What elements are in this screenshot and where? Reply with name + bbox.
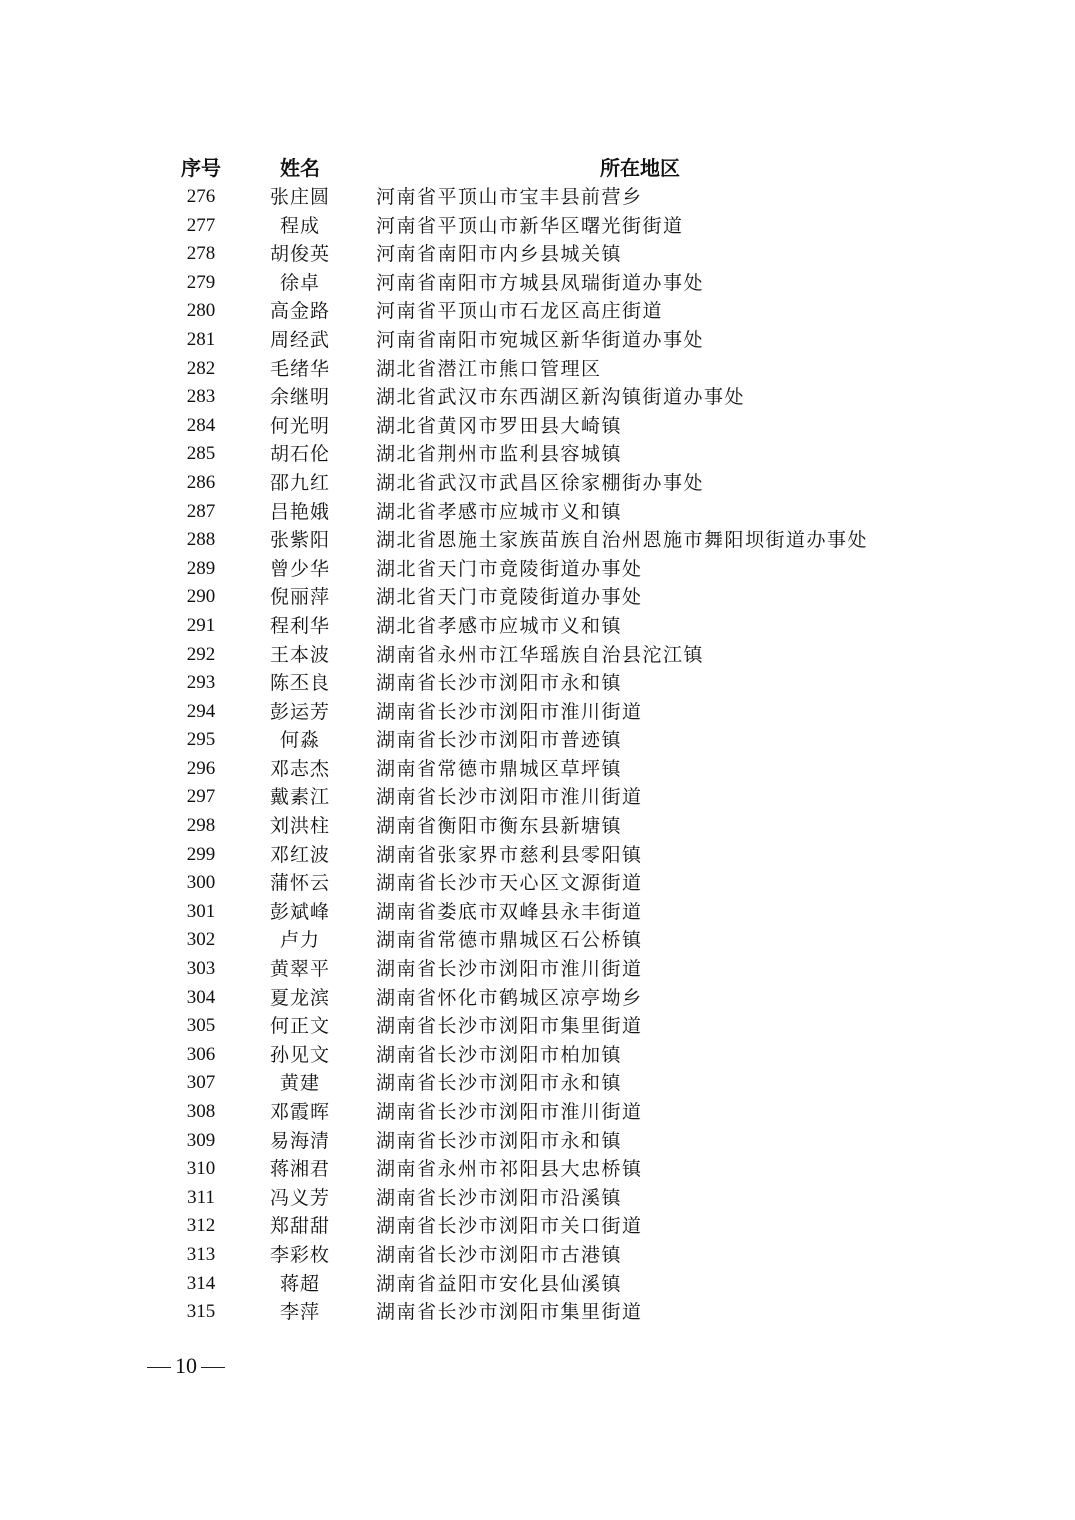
table-row xyxy=(0,841,1075,870)
row-seq: 283 xyxy=(186,386,216,408)
row-seq: 310 xyxy=(186,1158,216,1180)
row-seq: 289 xyxy=(186,557,216,579)
row-seq: 305 xyxy=(186,1015,216,1037)
row-seq: 300 xyxy=(186,872,216,894)
table-row xyxy=(0,1241,1075,1270)
row-seq: 290 xyxy=(186,586,216,608)
row-region: 湖北省恩施土家族苗族自治州恩施市舞阳坝街道办事处 xyxy=(376,529,869,552)
table-row xyxy=(0,326,1075,355)
table-row xyxy=(0,297,1075,326)
row-name: 胡石伦 xyxy=(269,443,330,466)
row-region: 湖南省长沙市浏阳市古港镇 xyxy=(376,1243,623,1266)
row-name: 彭运芳 xyxy=(269,700,330,723)
row-name: 何光明 xyxy=(269,414,330,437)
row-seq: 309 xyxy=(186,1129,216,1151)
row-name: 蒋湘君 xyxy=(269,1158,330,1181)
row-seq: 311 xyxy=(187,1186,215,1208)
row-seq: 312 xyxy=(186,1215,216,1237)
row-name: 程利华 xyxy=(269,614,330,637)
row-region: 河南省南阳市方城县凤瑞街道办事处 xyxy=(376,271,705,294)
row-seq: 291 xyxy=(186,614,216,636)
row-region: 湖北省孝感市应城市义和镇 xyxy=(376,614,623,637)
row-seq: 288 xyxy=(186,529,216,551)
table-row xyxy=(0,1012,1075,1041)
table-row xyxy=(0,583,1075,612)
row-region: 湖南省长沙市浏阳市关口街道 xyxy=(376,1215,643,1238)
table-row xyxy=(0,440,1075,469)
row-region: 湖南省长沙市浏阳市集里街道 xyxy=(376,1015,643,1038)
row-seq: 294 xyxy=(186,700,216,722)
row-name: 何正文 xyxy=(269,1015,330,1038)
row-region: 湖北省天门市竟陵街道办事处 xyxy=(376,557,643,580)
table-row xyxy=(0,783,1075,812)
row-region: 湖南省长沙市天心区文源街道 xyxy=(376,872,643,895)
table-row xyxy=(0,812,1075,841)
table-header xyxy=(0,153,1075,183)
row-seq: 308 xyxy=(186,1101,216,1122)
row-name: 倪丽萍 xyxy=(269,586,330,609)
row-seq: 284 xyxy=(186,414,216,436)
table-row xyxy=(0,1155,1075,1184)
row-name: 刘洪柱 xyxy=(269,815,330,838)
row-name: 夏龙滨 xyxy=(269,986,330,1009)
row-seq: 287 xyxy=(186,500,216,522)
table-row xyxy=(0,269,1075,298)
row-name: 李彩枚 xyxy=(269,1243,330,1266)
table-row xyxy=(0,641,1075,670)
table-row xyxy=(0,1298,1075,1327)
row-name: 黄建 xyxy=(279,1072,320,1095)
row-name: 曾少华 xyxy=(269,557,330,580)
row-seq: 306 xyxy=(186,1043,216,1065)
row-seq: 278 xyxy=(186,243,216,265)
table-row xyxy=(0,926,1075,955)
row-seq: 295 xyxy=(186,729,216,751)
page-number: 10 xyxy=(175,1353,197,1378)
row-name: 陈丕良 xyxy=(269,672,330,695)
row-name: 徐卓 xyxy=(279,271,320,294)
row-name: 余继明 xyxy=(269,386,330,409)
row-region: 湖南省长沙市浏阳市柏加镇 xyxy=(376,1043,623,1066)
row-region: 湖南省长沙市浏阳市永和镇 xyxy=(376,1072,623,1095)
row-name: 程成 xyxy=(279,214,320,237)
row-region: 湖北省潜江市熊口管理区 xyxy=(376,357,602,380)
row-seq: 285 xyxy=(186,443,216,465)
row-seq: 301 xyxy=(186,900,216,922)
row-name: 王本波 xyxy=(269,643,330,666)
table-row xyxy=(0,1212,1075,1241)
row-seq: 292 xyxy=(186,643,216,665)
row-region: 河南省南阳市宛城区新华街道办事处 xyxy=(376,328,705,351)
table-row xyxy=(0,669,1075,698)
row-region: 河南省南阳市内乡县城关镇 xyxy=(376,243,623,266)
table-row xyxy=(0,612,1075,641)
footer-dash-left xyxy=(147,1367,171,1368)
row-name: 蒋超 xyxy=(279,1272,320,1295)
row-region: 湖北省武汉市武昌区徐家棚街办事处 xyxy=(376,471,705,494)
row-seq: 297 xyxy=(186,786,216,808)
table-row xyxy=(0,1069,1075,1098)
page-footer xyxy=(143,1351,229,1381)
header-name: 姓名 xyxy=(280,156,320,180)
table-row xyxy=(0,1127,1075,1156)
table-row xyxy=(0,498,1075,527)
table-row xyxy=(0,469,1075,498)
row-name: 高金路 xyxy=(269,300,330,323)
table-row xyxy=(0,955,1075,984)
row-region: 湖南省常德市鼎城区石公桥镇 xyxy=(376,929,643,952)
row-seq: 280 xyxy=(186,300,216,322)
row-region: 湖南省长沙市浏阳市沿溪镇 xyxy=(376,1186,623,1209)
row-name: 卢力 xyxy=(279,929,320,952)
table-row xyxy=(0,555,1075,584)
table-row xyxy=(0,183,1075,212)
row-region: 湖南省长沙市浏阳市集里街道 xyxy=(376,1301,643,1324)
row-seq: 298 xyxy=(186,815,216,837)
row-name: 邵九红 xyxy=(269,471,330,494)
row-name: 张庄圆 xyxy=(269,186,330,208)
row-seq: 315 xyxy=(186,1301,216,1323)
table-row xyxy=(0,1041,1075,1070)
table-row xyxy=(0,212,1075,241)
row-name: 易海清 xyxy=(269,1129,330,1152)
row-region: 湖南省衡阳市衡东县新塘镇 xyxy=(376,815,623,838)
row-region: 湖南省长沙市浏阳市淮川街道 xyxy=(376,958,643,981)
row-seq: 282 xyxy=(186,357,216,379)
row-region: 湖北省孝感市应城市义和镇 xyxy=(376,500,623,523)
row-region: 湖北省黄冈市罗田县大崎镇 xyxy=(376,414,623,437)
row-region: 湖南省长沙市浏阳市普迹镇 xyxy=(376,729,623,752)
row-region: 河南省平顶山市宝丰县前营乡 xyxy=(376,186,643,208)
row-name: 孙见文 xyxy=(269,1043,330,1066)
row-name: 冯义芳 xyxy=(269,1186,330,1209)
row-seq: 303 xyxy=(186,958,216,980)
table-row xyxy=(0,1270,1075,1299)
row-name: 戴素江 xyxy=(269,786,330,809)
row-name: 李萍 xyxy=(279,1301,320,1324)
footer-dash-right xyxy=(201,1367,225,1368)
row-region: 湖北省天门市竟陵街道办事处 xyxy=(376,586,643,609)
row-name: 胡俊英 xyxy=(269,243,330,266)
row-seq: 314 xyxy=(186,1272,216,1294)
row-region: 湖北省武汉市东西湖区新沟镇街道办事处 xyxy=(376,386,746,409)
row-region: 湖南省永州市祁阳县大忠桥镇 xyxy=(376,1158,643,1181)
table-body xyxy=(0,183,1075,1327)
row-region: 河南省平顶山市新华区曙光街街道 xyxy=(376,214,684,237)
row-name: 张紫阳 xyxy=(269,529,330,552)
row-region: 湖南省张家界市慈利县零阳镇 xyxy=(376,843,643,866)
row-name: 黄翠平 xyxy=(269,958,330,981)
row-region: 湖南省怀化市鹤城区凉亭坳乡 xyxy=(376,986,643,1009)
row-seq: 293 xyxy=(186,672,216,694)
row-region: 湖南省长沙市浏阳市永和镇 xyxy=(376,1129,623,1152)
row-region: 湖南省长沙市浏阳市永和镇 xyxy=(376,672,623,695)
table-row xyxy=(0,240,1075,269)
row-name: 何淼 xyxy=(279,729,320,752)
row-seq: 302 xyxy=(186,929,216,951)
table-row xyxy=(0,383,1075,412)
row-region: 湖南省娄底市双峰县永丰街道 xyxy=(376,900,643,923)
row-seq: 281 xyxy=(186,328,216,350)
row-region: 湖南省长沙市浏阳市淮川街道 xyxy=(376,700,643,723)
row-seq: 313 xyxy=(186,1243,216,1265)
row-name: 毛绪华 xyxy=(269,357,330,380)
row-seq: 304 xyxy=(186,986,216,1008)
table-row xyxy=(0,984,1075,1013)
row-region: 湖南省长沙市浏阳市淮川街道 xyxy=(376,1101,643,1123)
table-row xyxy=(0,869,1075,898)
row-name: 邓霞晖 xyxy=(269,1101,330,1123)
header-region: 所在地区 xyxy=(600,156,680,180)
row-region: 湖南省永州市江华瑶族自治县沱江镇 xyxy=(376,643,705,666)
row-region: 河南省平顶山市石龙区高庄街道 xyxy=(376,300,664,323)
row-name: 郑甜甜 xyxy=(269,1215,330,1238)
row-seq: 296 xyxy=(186,757,216,779)
row-name: 邓志杰 xyxy=(269,757,330,780)
header-seq: 序号 xyxy=(181,156,221,180)
row-seq: 276 xyxy=(186,186,216,207)
row-name: 彭斌峰 xyxy=(269,900,330,923)
row-name: 吕艳娥 xyxy=(269,500,330,523)
row-region: 湖南省长沙市浏阳市淮川街道 xyxy=(376,786,643,809)
row-region: 湖南省益阳市安化县仙溪镇 xyxy=(376,1272,623,1295)
row-name: 邓红波 xyxy=(269,843,330,866)
table-row xyxy=(0,355,1075,384)
table-row xyxy=(0,698,1075,727)
row-name: 蒲怀云 xyxy=(269,872,330,895)
table-row xyxy=(0,526,1075,555)
row-name: 周经武 xyxy=(269,328,330,351)
row-seq: 279 xyxy=(186,271,216,293)
row-seq: 277 xyxy=(186,214,216,236)
table-row xyxy=(0,726,1075,755)
table-row xyxy=(0,898,1075,927)
row-seq: 299 xyxy=(186,843,216,865)
row-region: 湖南省常德市鼎城区草坪镇 xyxy=(376,757,623,780)
table-row xyxy=(0,755,1075,784)
row-region: 湖北省荆州市监利县容城镇 xyxy=(376,443,623,466)
table-row xyxy=(0,412,1075,441)
row-seq: 286 xyxy=(186,471,216,493)
table-row xyxy=(0,1098,1075,1127)
row-seq: 307 xyxy=(186,1072,216,1094)
table-row xyxy=(0,1184,1075,1213)
